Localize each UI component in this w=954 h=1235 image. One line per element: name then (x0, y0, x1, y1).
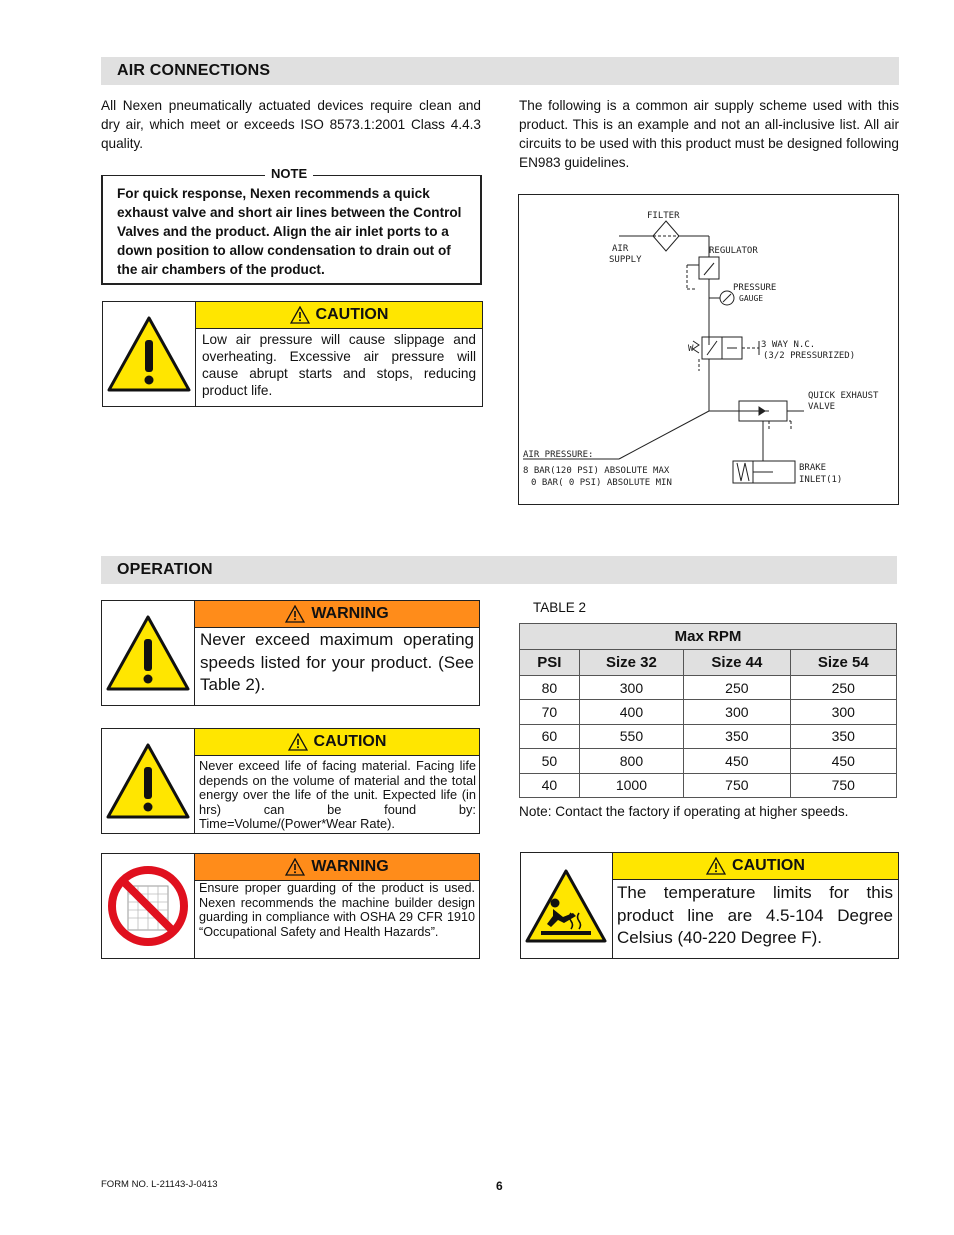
diagram-label-valve-pressurized: (3/2 PRESSURIZED) (763, 351, 856, 361)
caution-box-air-pressure (102, 301, 483, 407)
section-title: OPERATION (117, 561, 213, 578)
table-cell: 250 (790, 676, 896, 700)
diagram-label-quick-exhaust: QUICK EXHAUST (808, 391, 879, 401)
warning-triangle-icon (285, 858, 305, 876)
table-cell: 50 (520, 749, 580, 773)
table-group-header: Max RPM (520, 624, 897, 650)
caution-title: CAUTION (315, 306, 389, 323)
table-cell: 1000 (579, 773, 683, 797)
diagram-label-inlet: INLET(1) (799, 475, 843, 485)
table-header-psi: PSI (520, 650, 580, 676)
diagram-label-regulator: REGULATOR (709, 246, 758, 256)
table-cell: 750 (790, 773, 896, 797)
table-label: TABLE 2 (533, 600, 587, 615)
diagram-label-pressure: PRESSURE (733, 283, 777, 293)
table-header-size-44: Size 44 (684, 650, 790, 676)
warning-icon-cell (102, 601, 195, 705)
air-scheme-paragraph: The following is a common air supply scheme used with this product. This is an example and not an all-inclusive list. All air circuits to be used with this product must be designed following EN983 guidelines. (519, 98, 899, 170)
table-cell: 80 (520, 676, 580, 700)
table-cell: 350 (790, 724, 896, 748)
form-number: FORM NO. L-21143-J-0413 (101, 1179, 218, 1190)
table-cell: 350 (684, 724, 790, 748)
table-row (520, 676, 897, 700)
caution-header (196, 302, 482, 329)
caution-icon-cell (102, 729, 195, 833)
caution-title: CAUTION (313, 733, 387, 750)
diagram-label-supply: SUPPLY (609, 255, 642, 265)
table-header-size-54: Size 54 (790, 650, 896, 676)
caution-title: CAUTION (732, 857, 805, 874)
table-row (520, 700, 897, 724)
table-cell: 800 (579, 749, 683, 773)
warning-title: WARNING (311, 858, 389, 875)
table-cell: 450 (790, 749, 896, 773)
section-header-air-connections (101, 57, 899, 85)
table-cell: 60 (520, 724, 580, 748)
diagram-label-max-pressure: 8 BAR(120 PSI) ABSOLUTE MAX (523, 466, 670, 476)
warning-header (195, 601, 479, 628)
warning-box-guarding (101, 853, 480, 959)
table-header-size-32: Size 32 (579, 650, 683, 676)
table-cell: 450 (684, 749, 790, 773)
table-row (520, 724, 897, 748)
caution-box-facing-life (101, 728, 480, 834)
warning-triangle-icon (706, 857, 726, 875)
air-supply-diagram (518, 194, 899, 505)
max-rpm-table (519, 623, 897, 798)
warning-triangle-icon (290, 306, 310, 324)
table-cell: 300 (790, 700, 896, 724)
regulator-symbol (699, 257, 719, 279)
warning-header (195, 854, 479, 881)
caution-box-temperature (520, 852, 899, 959)
caution-icon-cell (521, 853, 613, 958)
diagram-label-valve-type: 3 WAY N.C. (761, 340, 816, 350)
page-number: 6 (496, 1179, 503, 1193)
diagram-label-min-pressure: 0 BAR( 0 PSI) ABSOLUTE MIN (531, 478, 672, 488)
table-note: Note: Contact the factory if operating at higher speeds. (519, 804, 849, 819)
diagram-label-w: W (688, 344, 694, 354)
diagram-label-air-pressure: AIR PRESSURE: (523, 450, 594, 460)
caution-header (613, 853, 898, 880)
caution-text: Low air pressure will cause slippage and overheating. Excessive air pressure will cause abrupt starts and stops, reducing product life. (202, 332, 476, 398)
table-cell: 250 (684, 676, 790, 700)
caution-icon-cell (103, 302, 196, 406)
hot-surface-icon (523, 867, 609, 947)
warning-box-max-speed (101, 600, 480, 706)
warning-title: WARNING (311, 605, 389, 622)
table-row (520, 749, 897, 773)
section-header-operation (101, 556, 897, 584)
caution-text: The temperature limits for this product line are 4.5-104 Degree Celsius (40-220 Degree F). (617, 883, 893, 947)
caution-text: Never exceed life of facing material. Facing life depends on the volume of material and the total energy over the life of the unit. Expected life (in hrs) can be found by: Time=Volume/(Power*Wear Rate). (199, 758, 476, 831)
note-box (101, 175, 482, 285)
note-text: For quick response, Nexen recommends a quick exhaust valve and short air lines between the Control Valves and the product. Align the air inlet ports to a down position to allow condensation to drain out of the air chambers of the product. (117, 186, 462, 277)
warning-triangle-icon (288, 733, 308, 751)
exclamation-triangle-icon (104, 613, 192, 693)
no-access-guard-icon (106, 864, 190, 948)
table-cell: 750 (684, 773, 790, 797)
table-cell: 400 (579, 700, 683, 724)
table-cell: 300 (579, 676, 683, 700)
table-row (520, 773, 897, 797)
warning-text: Ensure proper guarding of the product is used. Nexen recommends the machine builder design guarding in compliance with OSHA 29 CFR 1910 “Occupational Safety and Health Hazards”. (199, 881, 475, 939)
table-header-row (520, 650, 897, 676)
diagram-label-air: AIR (612, 244, 629, 254)
section-title: AIR CONNECTIONS (117, 62, 271, 79)
exclamation-triangle-icon (105, 314, 193, 394)
caution-header (195, 729, 479, 756)
diagram-label-gauge: GAUGE (739, 294, 764, 303)
warning-icon-cell (102, 854, 195, 958)
table-cell: 40 (520, 773, 580, 797)
warning-triangle-icon (285, 605, 305, 623)
table-cell: 300 (684, 700, 790, 724)
diagram-label-valve: VALVE (808, 402, 836, 412)
exclamation-triangle-icon (104, 741, 192, 821)
diagram-label-filter: FILTER (647, 211, 680, 221)
diagram-label-brake: BRAKE (799, 463, 827, 473)
air-intro-paragraph: All Nexen pneumatically actuated devices require clean and dry air, which meet or exceeds ISO 8573.1:2001 Class 4.4.3 quality. (101, 98, 481, 151)
note-label: NOTE (265, 166, 313, 181)
warning-text: Never exceed maximum operating speeds listed for your product. (See Table 2). (200, 630, 474, 694)
table-cell: 70 (520, 700, 580, 724)
table-cell: 550 (579, 724, 683, 748)
